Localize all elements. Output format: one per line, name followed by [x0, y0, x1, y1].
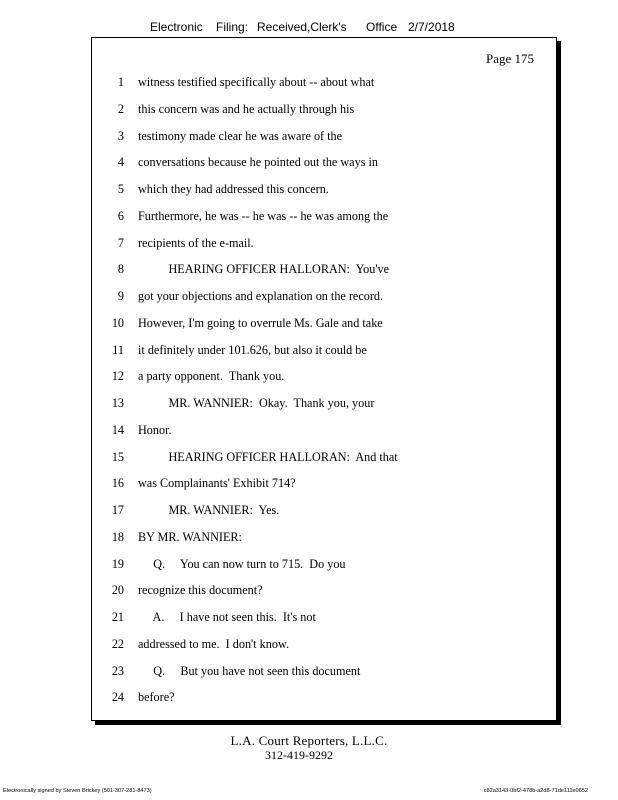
line-text: However, I'm going to overrule Ms. Gale and take — [138, 315, 383, 330]
line-text: which they had addressed this concern. — [138, 182, 329, 196]
line-text: Honor. — [138, 422, 172, 437]
transcript-line — [92, 637, 556, 657]
line-number: 20 — [111, 583, 124, 598]
transcript-line — [92, 530, 556, 550]
line-number: 9 — [117, 289, 124, 303]
line-number: 21 — [111, 610, 124, 624]
transcript-line — [92, 610, 556, 630]
line-number: 13 — [111, 396, 124, 410]
header-electronic: Electronic — [150, 20, 203, 34]
line-text: this concern was and he actually through his — [138, 101, 355, 116]
signature-text: Electronically signed by Steven Brickey (501-307-281-8473) — [3, 788, 152, 794]
transcript-line — [92, 690, 556, 710]
line-number: 7 — [117, 235, 124, 250]
transcript-line — [92, 129, 556, 149]
line-text: was Complainants' Exhibit 714? — [138, 476, 296, 491]
transcript-line — [92, 182, 556, 202]
transcript-line — [92, 557, 556, 577]
transcript-line — [92, 316, 556, 336]
line-text: before? — [138, 690, 175, 705]
transcript-line — [92, 102, 556, 122]
line-number: 2 — [117, 101, 124, 116]
page-number: Page 175 — [485, 51, 534, 66]
header-received: Received,Clerk's — [257, 20, 347, 34]
line-text: it definitely under 101.626, but also it could be — [138, 342, 367, 357]
transcript-line — [92, 236, 556, 256]
line-number: 19 — [111, 556, 124, 571]
line-number: 18 — [111, 529, 124, 544]
line-text: addressed to me. I don't know. — [138, 636, 290, 651]
line-text: got your objections and explanation on the record. — [138, 289, 384, 303]
line-text: A. I have not seen this. It's not — [138, 610, 316, 624]
line-number: 5 — [117, 182, 124, 196]
footer-phone: 312-419-9292 — [265, 748, 333, 762]
footer-company: L.A. Court Reporters, L.L.C. — [230, 733, 388, 748]
line-text: conversations because he pointed out the ways in — [138, 155, 378, 170]
transcript-page — [91, 37, 557, 721]
line-number: 12 — [111, 369, 124, 384]
transcript-line — [92, 343, 556, 363]
transcript-line — [92, 209, 556, 229]
transcript-line — [92, 396, 556, 416]
line-number: 22 — [111, 636, 124, 651]
transcript-line — [92, 503, 556, 523]
line-text: BY MR. WANNIER: — [138, 529, 242, 544]
line-number: 23 — [111, 663, 124, 678]
transcript-line — [92, 262, 556, 282]
filing-header — [0, 20, 618, 36]
transcript-line — [92, 369, 556, 389]
transcript-line — [92, 664, 556, 684]
transcript-line — [92, 476, 556, 496]
transcript-line — [92, 450, 556, 470]
line-number: 4 — [117, 155, 124, 170]
line-number: 6 — [117, 208, 124, 223]
transcript-line — [92, 155, 556, 175]
header-date: 2/7/2018 — [408, 20, 455, 34]
header-filing: Filing: — [216, 20, 249, 34]
line-number: 24 — [111, 690, 124, 705]
line-text: recipients of the e-mail. — [138, 235, 254, 250]
transcript-line — [92, 423, 556, 443]
line-text: HEARING OFFICER HALLORAN: You've — [138, 262, 390, 277]
line-number: 10 — [111, 315, 124, 330]
line-text: recognize this document? — [138, 583, 263, 598]
transcript-line — [92, 289, 556, 309]
line-number: 14 — [111, 422, 124, 437]
signature-hash: c82a3143-0bf2-478b-a2d8-71de111e0652 — [483, 788, 588, 794]
header-office: Office — [366, 20, 398, 34]
line-text: HEARING OFFICER HALLORAN: And that — [138, 449, 398, 464]
line-number: 1 — [117, 75, 124, 89]
transcript-line — [92, 75, 556, 95]
line-text: testimony made clear he was aware of the — [138, 128, 343, 143]
line-number: 16 — [111, 476, 124, 491]
line-number: 8 — [117, 262, 124, 277]
line-number: 11 — [112, 342, 124, 357]
transcript-line — [92, 583, 556, 603]
line-number: 3 — [117, 128, 124, 143]
line-text: MR. WANNIER: Yes. — [138, 503, 280, 517]
line-text: witness testified specifically about -- about what — [138, 75, 375, 89]
line-text: Q. But you have not seen this document — [138, 663, 361, 678]
line-number: 15 — [111, 449, 124, 464]
line-text: MR. WANNIER: Okay. Thank you, your — [138, 396, 375, 410]
line-text: a party opponent. Thank you. — [138, 369, 285, 384]
line-number: 17 — [111, 503, 124, 517]
line-text: Furthermore, he was -- he was -- he was among the — [138, 208, 389, 223]
line-text: Q. You can now turn to 715. Do you — [138, 556, 346, 571]
